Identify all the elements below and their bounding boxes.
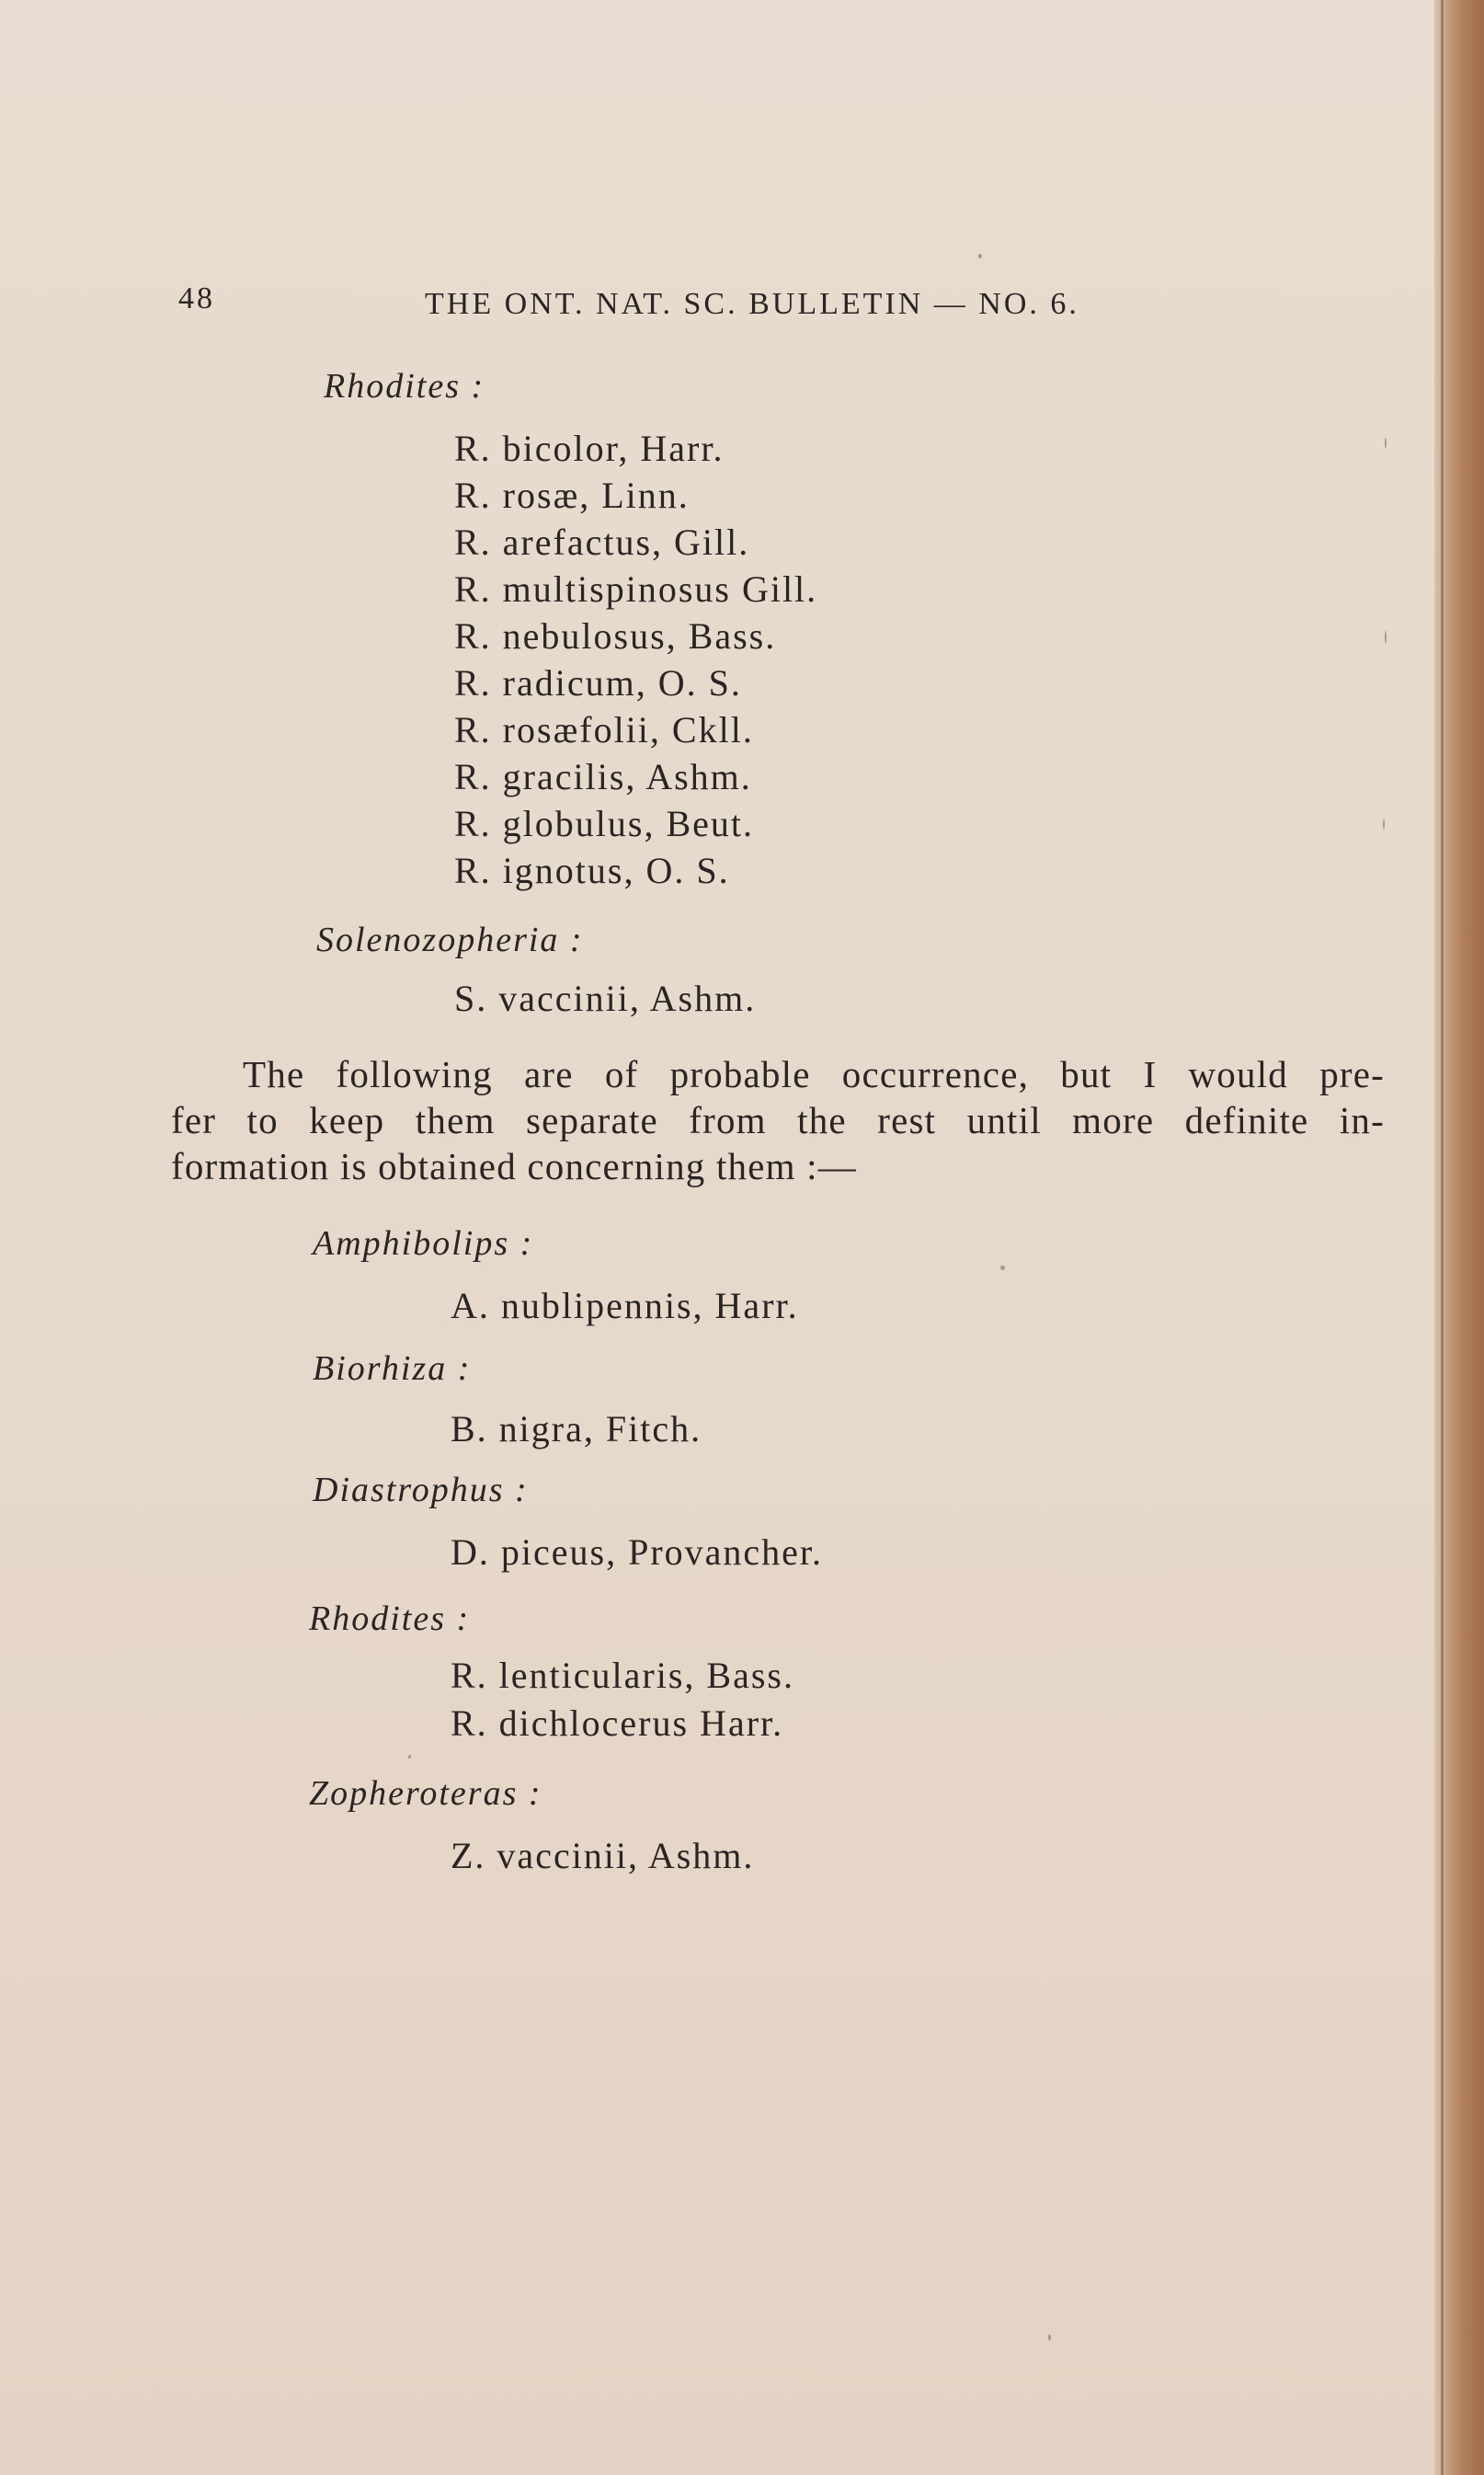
paragraph-line: formation is obtained concerning them :—	[171, 1145, 857, 1187]
species-entry: Z. vaccinii, Ashm.	[451, 1835, 755, 1876]
paper-speck	[1383, 819, 1385, 830]
paper-speck	[978, 254, 982, 258]
running-title: THE ONT. NAT. SC. BULLETIN — NO. 6.	[425, 287, 1079, 321]
species-entry: R. rosæfolii, Ckll.	[454, 709, 754, 751]
page-number: 48	[178, 281, 215, 315]
genus-heading: Biorhiza :	[313, 1349, 472, 1388]
genus-heading: Rhodites :	[309, 1599, 471, 1638]
paragraph-line: fer to keep them separate from the rest until more definite in-	[171, 1099, 1385, 1141]
paper-speck	[1048, 2334, 1051, 2341]
page-edge-shadow	[1441, 0, 1444, 2475]
genus-heading: Solenozopheria :	[316, 921, 584, 959]
paragraph-line: The following are of probable occurrence, but I would pre-	[243, 1053, 1385, 1095]
paper-speck	[1385, 631, 1387, 644]
species-entry: R. multispinosus Gill.	[454, 568, 818, 610]
species-entry: R. lenticularis, Bass.	[451, 1655, 794, 1696]
species-entry: R. bicolor, Harr.	[454, 428, 725, 469]
paper-speck	[1385, 438, 1387, 449]
species-entry: R. rosæ, Linn.	[454, 475, 690, 516]
species-entry: R. gracilis, Ashm.	[454, 756, 752, 797]
body-paragraph	[171, 1051, 1385, 1189]
genus-heading: Zopheroteras :	[309, 1774, 542, 1813]
genus-heading: Diastrophus :	[313, 1471, 529, 1509]
species-entry: R. radicum, O. S.	[454, 662, 742, 704]
species-entry: R. nebulosus, Bass.	[454, 615, 777, 657]
species-entry: D. piceus, Provancher.	[451, 1531, 824, 1573]
species-entry: R. globulus, Beut.	[454, 803, 755, 844]
species-entry: S. vaccinii, Ashm.	[454, 978, 757, 1019]
genus-heading: Amphibolips :	[313, 1224, 534, 1263]
species-entry: R. dichlocerus Harr.	[451, 1702, 784, 1744]
species-entry: R. ignotus, O. S.	[454, 850, 730, 891]
genus-heading: Rhodites :	[324, 367, 485, 406]
paper-speck	[408, 1755, 411, 1759]
paper-speck	[1000, 1266, 1005, 1270]
page-header	[0, 281, 1484, 327]
species-entry: R. arefactus, Gill.	[454, 521, 750, 563]
species-entry: B. nigra, Fitch.	[451, 1408, 702, 1449]
species-entry: A. nublipennis, Harr.	[451, 1285, 799, 1326]
